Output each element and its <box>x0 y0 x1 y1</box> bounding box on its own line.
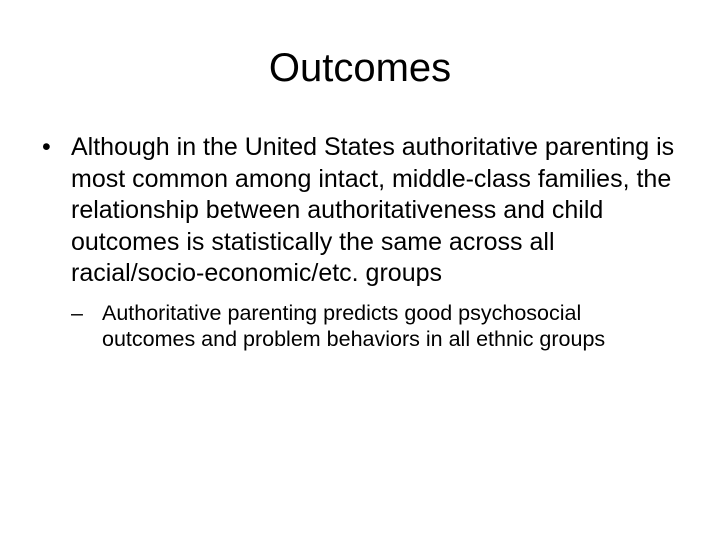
slide-body <box>30 132 680 353</box>
slide-title: Outcomes <box>268 46 452 90</box>
bullet-text: Although in the United States authoritative parenting is most common among intact, middle-class families, the relationship between authoritativeness and child outcomes is statistically the same across all racial/socio-economic/etc. groups <box>71 133 675 287</box>
bullet-marker: • <box>42 133 51 161</box>
bullet-item <box>30 132 680 290</box>
sub-bullet-text: Authoritative parenting predicts good psychosocial outcomes and problem behaviors in all ethnic groups <box>102 300 606 351</box>
sub-bullet-marker: – <box>71 300 83 325</box>
sub-bullet-item <box>71 300 680 353</box>
